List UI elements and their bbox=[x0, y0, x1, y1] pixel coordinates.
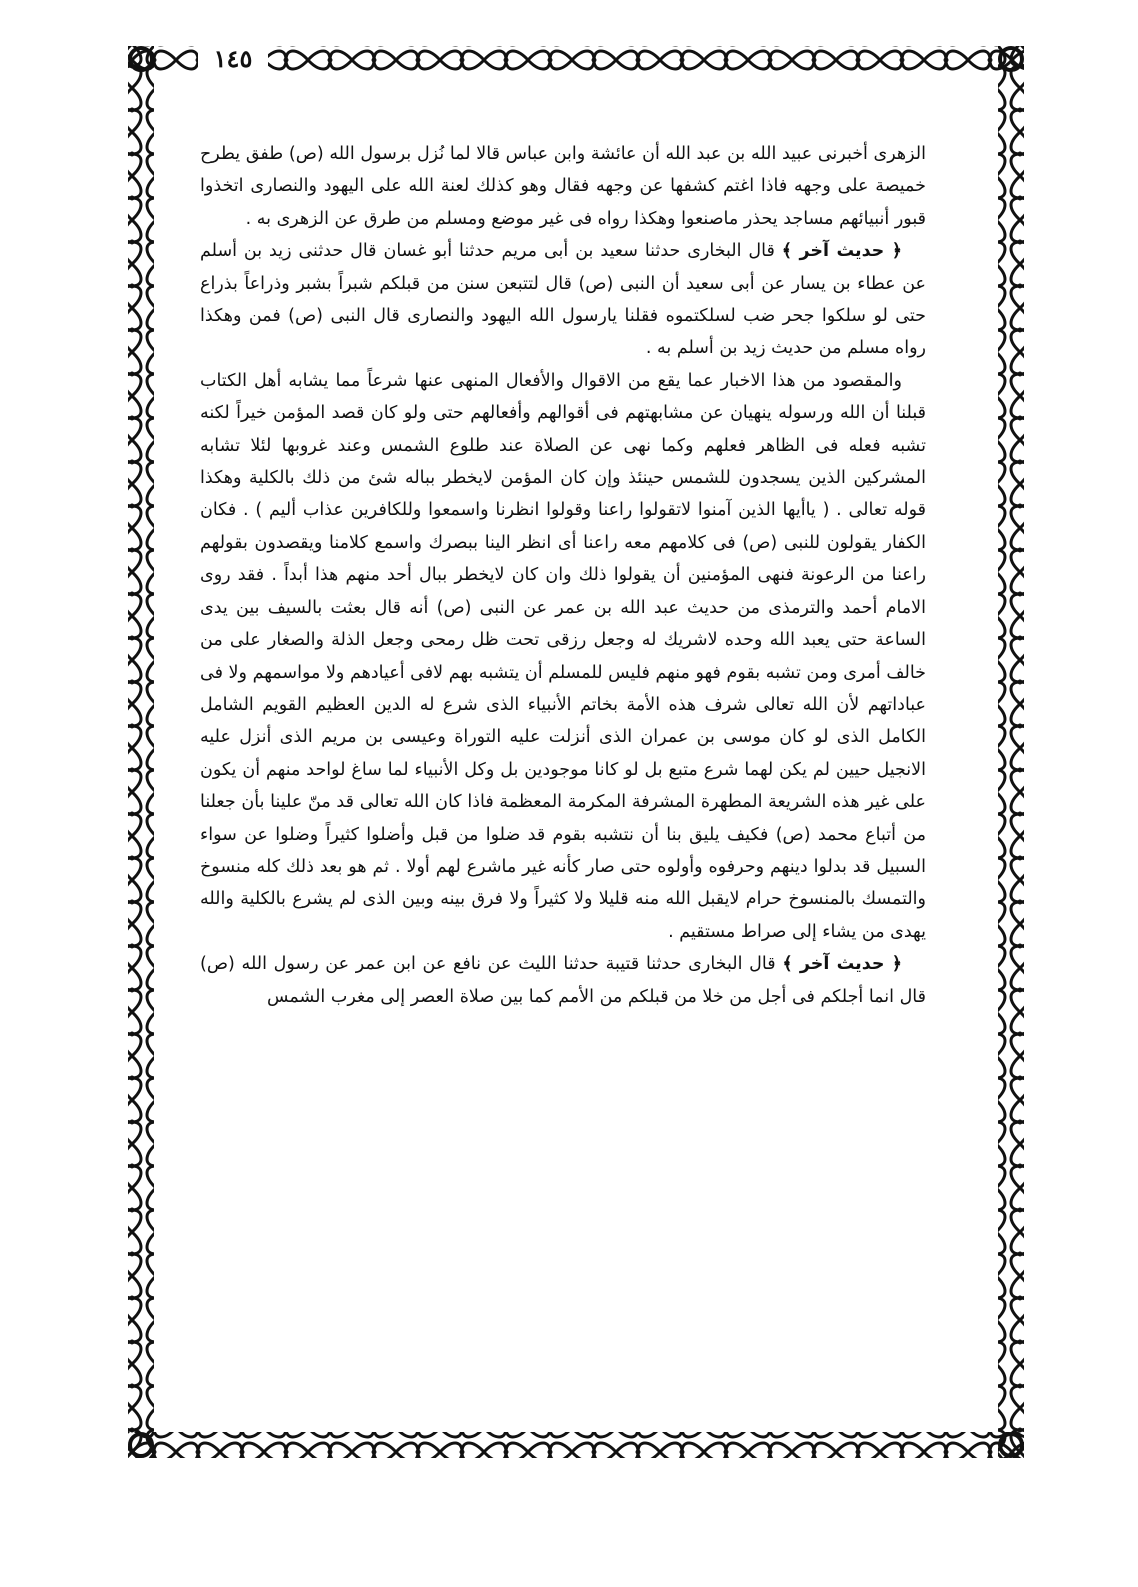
paragraph-2 bbox=[200, 235, 926, 365]
paragraph-1-text: الزهرى أخبرنى عبيد الله بن عبد الله أن عائشة وابن عباس قالا لما نُزل برسول الله (ص) طفق يطرح خميصة على وجهه فاذا اغتم كشفها عن وجهه فقال وهو كذلك لعنة الله على اليهود والنصارى اتخذوا قبور أنبيائهم مساجد يحذر ماصنعوا وهكذا رواه فى غير موضع ومسلم من طرق عن الزهرى به . bbox=[200, 144, 926, 229]
paragraph-3-text: والمقصود من هذا الاخبار عما يقع من الاقوال والأفعال المنهى عنها شرعاً مما يشابه أهل الكتاب قبلنا أن الله ورسوله ينهيان عن مشابهتهم فى أقوالهم وأفعالهم حتى ولو كان قصد المؤمن خيراً لكنه تشبه فعله فى الظاهر فعلهم وكما نهى عن الصلاة عند طلوع الشمس وعند غروبها لئلا تشابه المشركين الذين يسجدون للشمس حينئذ وإن كان المؤمن لايخطر بباله شئ من ذلك بالكلية وهكذا قوله تعالى . ( ياأيها الذين آمنوا لاتقولوا راعنا وقولوا انظرنا واسمعوا وللكافرين عذاب أليم ) . فكان الكفار يقولون للنبى (ص) فى كلامهم معه راعنا أى انظر الينا ببصرك واسمع كلامنا ويقصدون بقولهم راعنا من الرعونة فنهى المؤمنين أن يقولوا ذلك وان كان لايخطر ببال أحد منهم هذا أبداً . فقد روى الامام أحمد والترمذى من حديث عبد الله بن عمر عن النبى (ص) أنه قال بعثت بالسيف بين يدى الساعة حتى يعبد الله وحده لاشريك له وجعل رزقى تحت ظل رمحى وجعل الذلة والصغار على من خالف أمرى ومن تشبه بقوم فهو منهم فليس للمسلم أن يتشبه بهم لافى أعيادهم ولا مواسمهم ولا فى عباداتهم لأن الله تعالى شرف هذه الأمة بخاتم الأنبياء الذى شرع له الدين العظيم القويم الشامل الكامل الذى لو كان موسى بن عمران الذى أنزلت عليه التوراة وعيسى بن مريم الذى أنزل عليه الانجيل حيين لم يكن لهما شرع متبع بل لو كانا موجودين بل وكل الأنبياء لما ساغ لواحد منهم أن يكون على غير هذه الشريعة المطهرة المشرفة المكرمة المعظمة فاذا كان الله تعالى قد منّ علينا بأن جعلنا من أتباع محمد (ص) فكيف يليق بنا أن نتشبه بقوم قد ضلوا من قبل وأضلوا كثيراً وضلوا عن سواء السبيل قد بدلوا دينهم وحرفوه وأولوه حتى صار كأنه غير ماشرع لهم أولا . ثم هو بعد ذلك كله منسوخ والتمسك بالمنسوخ حرام لايقبل الله منه قليلا ولا كثيراً ولا فرق بينه وبين الذى لم يشرع بالكلية والله يهدى من يشاء إلى صراط مستقيم . bbox=[200, 370, 926, 942]
body-text bbox=[200, 138, 926, 1013]
page-number: ١٤٥ bbox=[198, 44, 268, 74]
paragraph-3 bbox=[200, 365, 926, 948]
border-right bbox=[998, 46, 1024, 1458]
paragraph-1 bbox=[200, 138, 926, 235]
paragraph-4-text: قال البخارى حدثنا قتيبة حدثنا الليث عن نافع عن ابن عمر عن رسول الله (ص) قال انما أجلكم فى أجل من خلا من قبلكم من الأمم كما بين صلاة العصر إلى مغرب الشمس bbox=[200, 954, 926, 1007]
border-left bbox=[128, 46, 154, 1458]
hadith-heading-2: ﴿ حديث آخر ﴾ bbox=[782, 954, 902, 975]
paragraph-2-text: قال البخارى حدثنا سعيد بن أبى مريم حدثنا أبو غسان قال حدثنى زيد بن أسلم عن عطاء بن يسار عن أبى سعيد أن النبى (ص) قال لتتبعن سنن من قبلكم شبراً بشبر وذراعاً بذراع حتى لو سلكوا جحر ضب لسلكتموه فقلنا يارسول الله اليهود والنصارى قال النبى (ص) فمن وهكذا رواه مسلم من حديث زيد بن أسلم به . bbox=[200, 241, 926, 359]
border-bottom bbox=[128, 1432, 1024, 1458]
hadith-heading-1: ﴿ حديث آخر ﴾ bbox=[781, 241, 903, 262]
paragraph-4 bbox=[200, 948, 926, 1013]
